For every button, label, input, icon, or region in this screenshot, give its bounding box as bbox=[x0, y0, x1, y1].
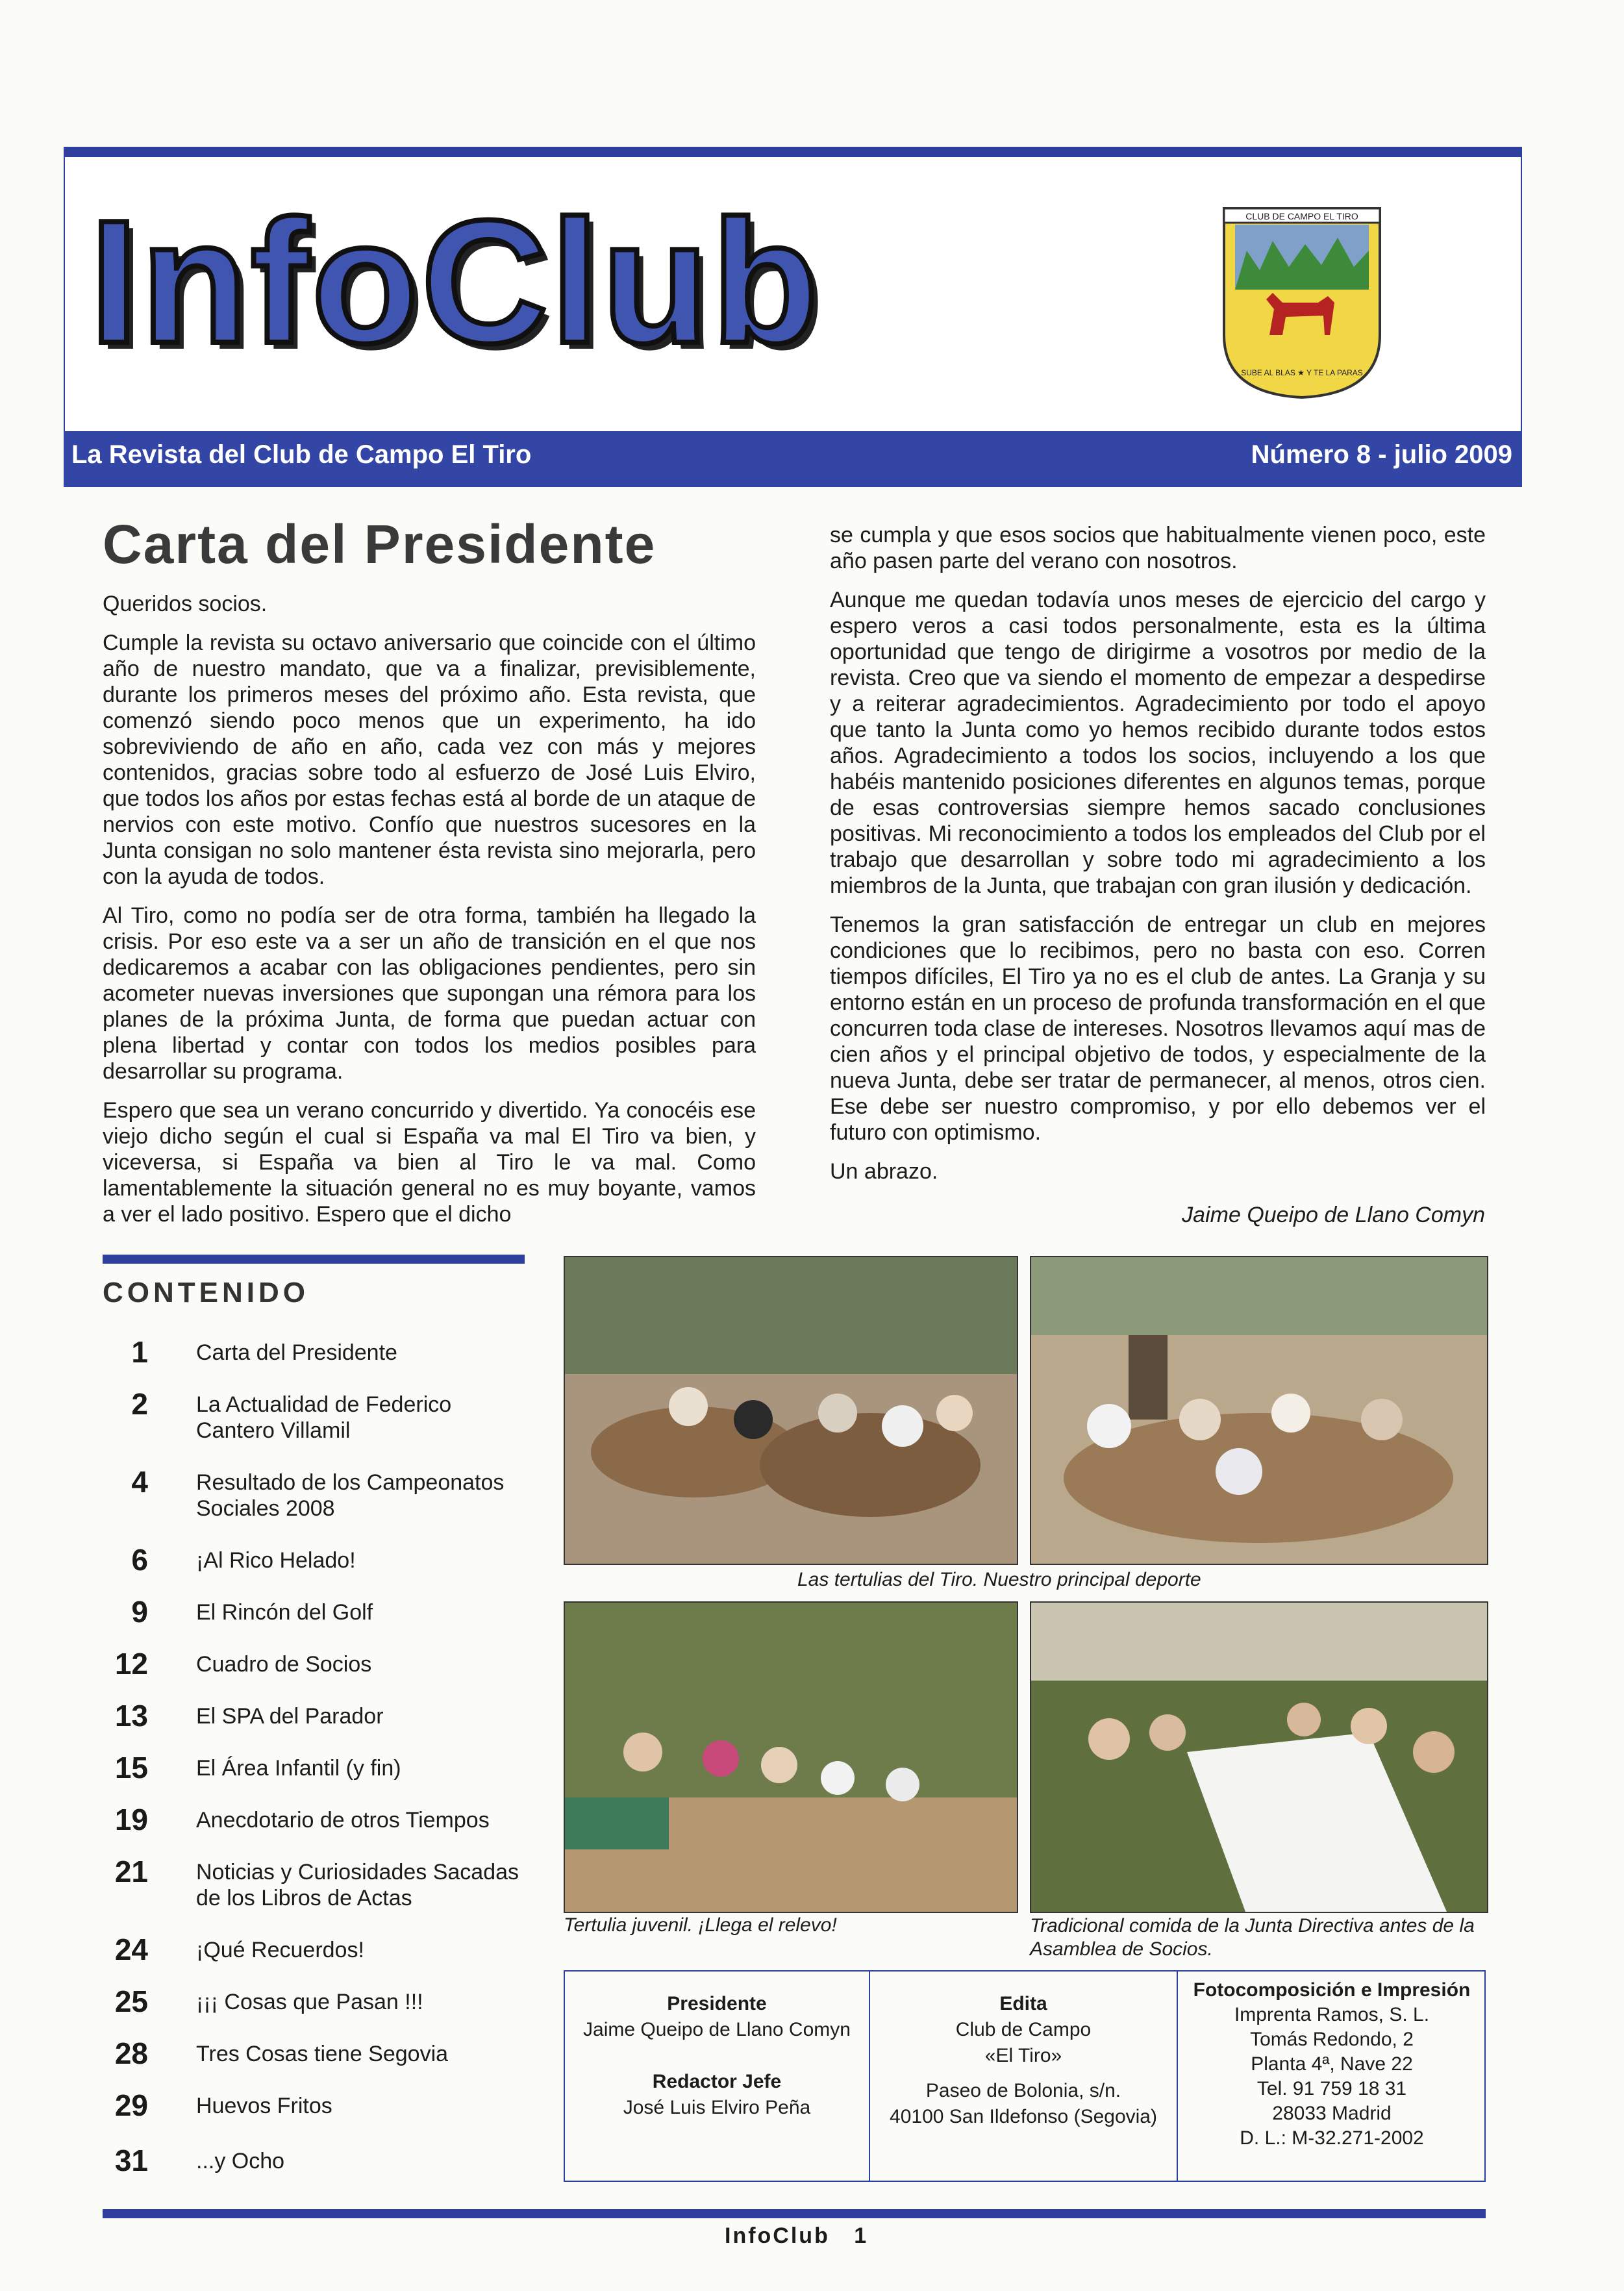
article-column-right bbox=[830, 522, 1486, 1197]
article-paragraph: se cumpla y que esos socios que habitualmente vienen poco, este año pasen parte del verano con nosotros. bbox=[830, 523, 1486, 573]
credits-presidente-name: Jaime Queipo de Llano Comyn bbox=[583, 2019, 851, 2040]
article-paragraph: Tenemos la gran satisfacción de entregar un club en mejores condiciones que lo recibimos, pero no basta con eso. Corren tiempos difíciles, El Tiro ya no es el club de antes. La Granja y su entorno están en un proceso de profunda transformación en el que concurren toda clase de intereses. Nosotros llevamos aquí mas de cien años y el principal objetivo de todos, y especialmente de la nueva Junta, debe ser tratar de permanecer, al menos, otros cien. Ese debe ser nuestro compromiso, y por ello debemos ver el futuro con optimismo. bbox=[830, 912, 1486, 1145]
credits-redactor-name: José Luis Elviro Peña bbox=[623, 2097, 811, 2118]
photo-tertulia-juvenil-image bbox=[565, 1603, 1017, 1912]
contents-page-number: 29 bbox=[114, 2088, 148, 2122]
footer-page-number: 1 bbox=[854, 2223, 869, 2248]
photo-tertulia-2-image bbox=[1031, 1257, 1487, 1564]
contents-page-number: 25 bbox=[114, 1984, 148, 2018]
credits-edita-line: «El Tiro» bbox=[984, 2045, 1062, 2066]
contents-item-label: ¡Al Rico Helado! bbox=[196, 1548, 356, 1573]
magazine-logo: InfoClub bbox=[90, 184, 821, 380]
contents-page-number: 28 bbox=[114, 2036, 148, 2070]
contents-page-number: 2 bbox=[131, 1387, 148, 1421]
article-title: Carta del Presidente bbox=[103, 514, 656, 575]
credits-box bbox=[564, 1970, 1486, 2182]
contents-page-number: 24 bbox=[114, 1933, 148, 1966]
photo-tertulia-1-image bbox=[565, 1257, 1017, 1564]
photo-caption-bottom-left: Tertulia juvenil. ¡Llega el relevo! bbox=[564, 1914, 837, 1936]
credits-edita-line: Club de Campo bbox=[955, 2019, 1092, 2040]
photo-caption-top: Las tertulias del Tiro. Nuestro principal deporte bbox=[797, 1569, 1201, 1590]
contents-page-number: 21 bbox=[114, 1855, 148, 1888]
contents-item-label: El Rincón del Golf bbox=[196, 1600, 373, 1625]
contents-item-label: El SPA del Parador bbox=[196, 1704, 384, 1729]
contents-page-number: 31 bbox=[114, 2144, 148, 2177]
photo-tertulia-juvenil bbox=[564, 1601, 1018, 1913]
footer bbox=[725, 2223, 868, 2249]
article-paragraph: Cumple la revista su octavo aniversario que coincide con el último año de nuestro mandato, que va a finalizar, previsiblemente, durante los primeros meses del próximo año. Esta revista, que comenzó siendo poco menos que un experimento, ha ido sobreviviendo de año en año, cada vez con más y mejores contenidos, gracias sobre todo al esfuerzo de José Luis Elviro, que todos los años por estas fechas está al borde de un ataque de nervios con este motivo. Confío que nuestros sucesores en la Junta consigan no solo mantener ésta revista sino mejorarla, pero con la ayuda de todos. bbox=[103, 631, 756, 889]
contents-page-number: 4 bbox=[131, 1465, 148, 1499]
article-paragraph: Aunque me quedan todavía unos meses de ejercicio del cargo y espero veros a casi todos personalmente, esta es la última oportunidad que tengo de dirigirme a vosotros por medio de la revista. Creo que va siendo el momento de empezar a despedirse y a reiterar agradecimientos. Agradecimiento por todo el apoyo que tanto la Junta como yo hemos recibido durante todos estos años. Agradecimiento a todos los socios, incluyendo a los que habéis mantenido posiciones diferentes en algunos temas, porque de esas controversias siempre hemos sacado conclusiones positivas. Mi reconocimiento a todos los empleados del Club por el trabajo que desarrollan y sobre todo mi agradecimiento a los miembros de la Junta, que trabajan con gran ilusión y dedicación. bbox=[830, 588, 1486, 898]
credits-impresion-line: Imprenta Ramos, S. L. bbox=[1234, 2004, 1430, 2025]
credits-impresion-line: Tel. 91 759 18 31 bbox=[1256, 2078, 1407, 2099]
masthead-top-rule bbox=[64, 147, 1522, 157]
article-paragraph: Queridos socios. bbox=[103, 592, 268, 616]
credits-edita-line: 40100 San Ildefonso (Segovia) bbox=[890, 2106, 1157, 2127]
contents-page-number: 19 bbox=[114, 1803, 148, 1836]
credits-impresion-line: D. L.: M-32.271-2002 bbox=[1240, 2127, 1424, 2149]
credits-edita-line: Paseo de Bolonia, s/n. bbox=[925, 2080, 1121, 2101]
credits-impresion-line: Tomás Redondo, 2 bbox=[1250, 2029, 1414, 2050]
credits-presidente-label: Presidente bbox=[667, 1993, 767, 2014]
issue-number: Número 8 - julio 2009 bbox=[1251, 440, 1512, 469]
photo-comida-junta-image bbox=[1031, 1603, 1487, 1912]
crest-top-text: CLUB DE CAMPO EL TIRO bbox=[1245, 211, 1358, 221]
contents-page-number: 6 bbox=[131, 1543, 148, 1577]
contents-item-label: Huevos Fritos bbox=[196, 2094, 332, 2118]
article-paragraph: Un abrazo. bbox=[830, 1159, 938, 1184]
photo-comida-junta bbox=[1030, 1601, 1488, 1913]
article-column-left bbox=[103, 591, 756, 1240]
contents-item-label: ¡¡¡ Cosas que Pasan !!! bbox=[196, 1990, 423, 2014]
contents-item-label: Noticias y Curiosidades Sacadas de los Libros de Actas bbox=[196, 1860, 519, 1910]
contents-item-label: ¡Qué Recuerdos! bbox=[196, 1938, 364, 1962]
contents-heading: CONTENIDO bbox=[103, 1277, 309, 1308]
contents-rule bbox=[103, 1255, 525, 1264]
credits-edita-col bbox=[870, 1972, 1178, 2181]
contents-page-number: 1 bbox=[131, 1335, 148, 1369]
article-paragraph: Espero que sea un verano concurrido y divertido. Ya conocéis ese viejo dicho según el cual si España va mal El Tiro va bien, y viceversa, si España va bien al Tiro le va mal. Como lamentablemente la situación general no es muy boyante, vamos a ver el lado positivo. Espero que el dicho bbox=[103, 1098, 756, 1227]
footer-rule bbox=[103, 2209, 1486, 2218]
club-crest-icon bbox=[1221, 205, 1383, 400]
crest-motto-text: SUBE AL BLAS ★ Y TE LA PARAS bbox=[1241, 368, 1363, 377]
contents-item-label: ...y Ocho bbox=[196, 2149, 285, 2173]
credits-impresion-line: 28033 Madrid bbox=[1272, 2103, 1392, 2124]
credits-impresion-line: Planta 4ª, Nave 22 bbox=[1251, 2053, 1413, 2075]
contents-item-label: Anecdotario de otros Tiempos bbox=[196, 1808, 490, 1833]
contents-item-label: La Actualidad de Federico Cantero Villamil bbox=[196, 1392, 452, 1443]
credits-edita-label: Edita bbox=[999, 1993, 1047, 2014]
article-paragraph: Al Tiro, como no podía ser de otra forma, también ha llegado la crisis. Por eso este va a ser un año de transición en el que nos dedicaremos a acabar con las obligaciones pendientes, pero sin acometer nuevas inversiones que supongan una rémora para los planes de la próxima Junta, de forma que puedan actuar con plena libertad y contar con todos los medios posibles para desarrollar su programa. bbox=[103, 903, 756, 1084]
contents-page-number: 15 bbox=[114, 1751, 148, 1784]
photo-tertulia-2 bbox=[1030, 1256, 1488, 1565]
credits-redactor-label: Redactor Jefe bbox=[652, 2071, 782, 2092]
footer-title: InfoClub bbox=[725, 2223, 830, 2248]
article-signature: Jaime Queipo de Llano Comyn bbox=[1182, 1203, 1485, 1227]
credits-presidente-col bbox=[565, 1972, 870, 2181]
contents-item-label: Tres Cosas tiene Segovia bbox=[196, 2042, 449, 2066]
photo-caption-bottom-right: Tradicional comida de la Junta Directiva antes de la Asamblea de Socios. bbox=[1030, 1915, 1475, 1960]
contents-page-number: 12 bbox=[114, 1647, 148, 1681]
credits-impresion-label: Fotocomposición e Impresión bbox=[1193, 1979, 1471, 2001]
contents-page-number: 9 bbox=[131, 1595, 148, 1629]
contents-item-label: El Área Infantil (y fin) bbox=[196, 1756, 401, 1781]
contents-item-label: Resultado de los Campeonatos Sociales 2008 bbox=[196, 1470, 505, 1521]
contents-page-number: 13 bbox=[114, 1699, 148, 1733]
contents-item-label: Carta del Presidente bbox=[196, 1340, 397, 1365]
photo-tertulia-1 bbox=[564, 1256, 1018, 1565]
contents-item-label: Cuadro de Socios bbox=[196, 1652, 372, 1677]
credits-impresion-col bbox=[1178, 1972, 1486, 2181]
magazine-subtitle: La Revista del Club de Campo El Tiro bbox=[71, 440, 532, 469]
